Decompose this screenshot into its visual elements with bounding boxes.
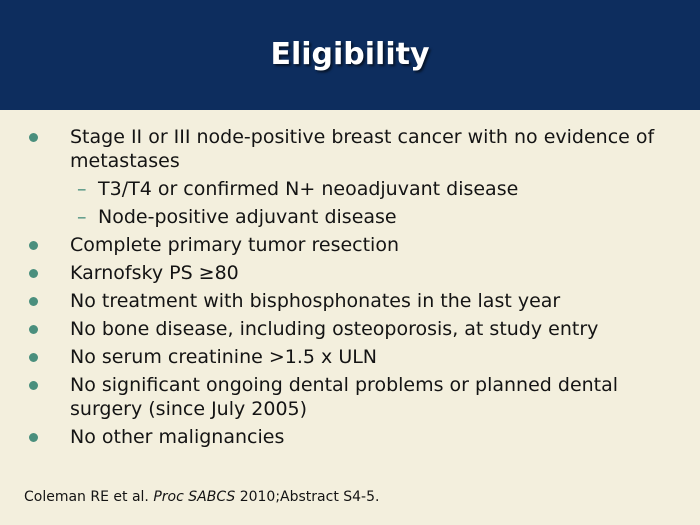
citation-authors: Coleman RE et al. — [24, 489, 154, 505]
sub-bullet-text: Node-positive adjuvant disease — [98, 206, 397, 228]
bullet-text: Stage II or III node-positive breast cancer with no evidence of metastases — [70, 126, 655, 172]
citation — [24, 489, 379, 505]
bullet-item — [0, 125, 700, 173]
bullet-dot-icon — [29, 353, 38, 362]
bullet-dot-icon — [29, 297, 38, 306]
bullet-list — [0, 125, 700, 453]
citation-journal: Proc SABCS — [153, 489, 236, 505]
bullet-text: No treatment with bisphosphonates in the last year — [70, 290, 561, 312]
bullet-item — [0, 261, 700, 285]
title-bar — [0, 0, 700, 110]
citation-details: 2010;Abstract S4-5. — [235, 489, 380, 505]
bullet-dot-icon — [29, 269, 38, 278]
bullet-dot-icon — [29, 433, 38, 442]
bullet-item — [0, 289, 700, 313]
bullet-item — [0, 345, 700, 369]
bullet-text: No bone disease, including osteoporosis, at study entry — [70, 318, 599, 340]
bullet-dot-icon — [29, 133, 38, 142]
bullet-text: No significant ongoing dental problems or planned dental surgery (since July 2005) — [70, 374, 619, 420]
dash-icon: – — [77, 178, 87, 200]
sub-bullet-item — [0, 177, 700, 201]
sub-bullet-text: T3/T4 or confirmed N+ neoadjuvant disease — [98, 178, 519, 200]
bullet-text: Karnofsky PS ≥80 — [70, 262, 239, 284]
bullet-text: No serum creatinine >1.5 x ULN — [70, 346, 378, 368]
bullet-item — [0, 425, 700, 449]
bullet-item — [0, 373, 700, 421]
dash-icon: – — [77, 206, 87, 228]
sub-bullet-item — [0, 205, 700, 229]
bullet-dot-icon — [29, 381, 38, 390]
bullet-text: Complete primary tumor resection — [70, 234, 399, 256]
slide-title: Eligibility — [270, 37, 430, 72]
bullet-item — [0, 317, 700, 341]
bullet-dot-icon — [29, 241, 38, 250]
bullet-text: No other malignancies — [70, 426, 285, 448]
bullet-dot-icon — [29, 325, 38, 334]
bullet-item — [0, 233, 700, 257]
